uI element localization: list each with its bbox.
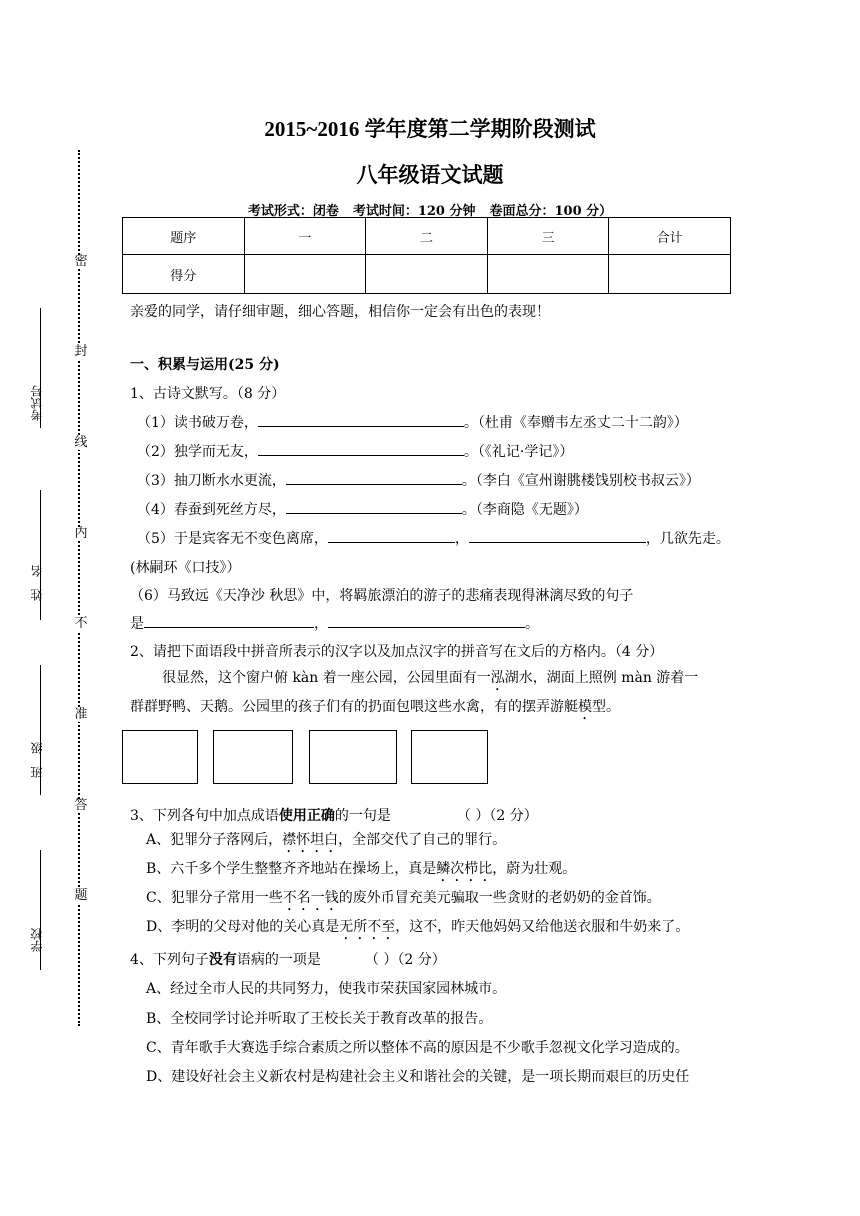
q2-text: 很显然，这个窗户俯 kàn 着一座公园，公园里面有一: [162, 670, 491, 686]
score-header-cell: 三: [487, 218, 609, 255]
class-line: [40, 665, 41, 795]
score-row-label: 得分: [123, 255, 245, 294]
dotted-idiom: 不名一钱: [282, 890, 339, 906]
q1-item6-mid: ，: [314, 616, 328, 632]
answer-blank[interactable]: [258, 441, 464, 456]
answer-blank[interactable]: [258, 412, 464, 427]
exam-time: 考试时间：120 分钟: [352, 204, 476, 219]
q2-text: 群群野鸭、天鹅。公园里的孩子们有的扔面包喂这些水禽，有的摆弄游艇: [130, 699, 578, 715]
q4-title-text: 语病的一项是: [236, 952, 321, 968]
exam-form: 考试形式：闭卷: [247, 204, 339, 219]
greeting: 亲爱的同学，请仔细审题，细心答题，相信你一定会有出色的表现！: [130, 304, 550, 320]
q2-dotted-char: 模: [578, 699, 592, 715]
school-label: 学校: [30, 928, 44, 952]
q1-item: [137, 412, 688, 432]
q4-answer-paren: （ ）（2 分）: [364, 952, 446, 968]
answer-blank[interactable]: [328, 613, 525, 628]
q3-title-text: 3、下列各句中加点成语: [130, 808, 279, 824]
seal-char: 不: [74, 616, 88, 631]
seal-char: 封: [74, 344, 88, 359]
q4-option: C、青年歌手大赛选手综合素质之所以整体不高的原因是不少歌手忽视文化学习造成的。: [146, 1040, 689, 1056]
q3-title-text: 的一句是: [334, 808, 391, 824]
dotted-idiom: 襟怀坦白: [282, 832, 339, 848]
answer-blank[interactable]: [144, 613, 314, 628]
q1-item: [137, 470, 700, 490]
exam-title: 2015~2016 学年度第二学期阶段测试: [264, 117, 596, 141]
option-text: ，蔚为壮观。: [492, 861, 577, 877]
option-text: ，全部交代了自己的罪行。: [338, 832, 507, 848]
exam-number-label: 考试号: [30, 385, 44, 421]
q1-item6-answer: [130, 613, 539, 633]
answer-box[interactable]: [309, 730, 397, 784]
q2-text: 湖水，湖面上照例 màn 游着一: [504, 670, 699, 686]
q1-item6-pre: 是: [130, 616, 144, 632]
q1-item-pre: （4）春蚕到死丝方尽，: [137, 502, 286, 518]
answer-box[interactable]: [122, 730, 198, 784]
name-line: [40, 490, 41, 620]
score-cell[interactable]: [609, 255, 731, 294]
answer-blank[interactable]: [328, 528, 455, 543]
q3-option-c: [146, 887, 661, 914]
score-header-cell: 题序: [123, 218, 245, 255]
q1-item-pre: （2）独学而无友，: [137, 444, 258, 460]
option-text: 的废外币冒充美元骗取一些贪财的老奶奶的金首饰。: [338, 890, 661, 906]
option-text: C、犯罪分子常用一些: [146, 890, 283, 906]
score-cell[interactable]: [244, 255, 366, 294]
seal-char: 线: [74, 435, 88, 450]
seal-char: 密: [74, 254, 88, 269]
score-table: [122, 217, 731, 294]
q4-option: B、全校同学讨论并听取了王校长关于教育改革的报告。: [146, 1011, 493, 1027]
q1-item-post: 。（李白《宣州谢朓楼饯别校书叔云》）: [461, 473, 700, 489]
answer-blank[interactable]: [286, 470, 462, 485]
q1-item6-text: （6）马致远《天净沙 秋思》中，将羁旅漂泊的游子的悲痛表现得淋漓尽致的句子: [130, 588, 634, 604]
q4-title: [130, 949, 446, 969]
class-label: 班 级: [30, 742, 44, 778]
q3-option-d: [146, 916, 689, 943]
q1-item6-post: 。: [525, 616, 539, 632]
answer-box[interactable]: [213, 730, 293, 784]
q1-item-post: 。（杜甫《奉赠韦左丞丈二十二韵》）: [463, 415, 688, 431]
q1-item: [137, 499, 588, 519]
seal-char: 答: [74, 798, 88, 813]
q1-item5-mid: ，: [454, 531, 469, 547]
q3-option-b: [146, 858, 576, 885]
q1-item5: [137, 528, 730, 548]
seal-char: 准: [74, 707, 88, 722]
q1-item-post: 。（《礼记·学记》）: [463, 444, 574, 460]
q2-para2: [130, 696, 620, 723]
seal-char: 题: [74, 888, 88, 903]
q2-text: 型。: [592, 699, 620, 715]
q3-title: [130, 805, 538, 825]
q1-item-pre: （1）读书破万卷，: [137, 415, 258, 431]
total-score: 卷面总分：100 分）: [489, 204, 613, 219]
q1-item: [137, 441, 573, 461]
answer-blank[interactable]: [469, 528, 646, 543]
option-text: A、犯罪分子落网后，: [146, 832, 283, 848]
q3-answer-paren: （ ）（2 分）: [456, 808, 538, 824]
name-label: 姓 名: [30, 565, 44, 601]
seal-char: 内: [74, 526, 88, 541]
q4-title-emphasis: 没有: [208, 952, 237, 968]
score-cell[interactable]: [487, 255, 609, 294]
q2-dotted-char: 泓: [490, 670, 505, 686]
exam-number-line: [40, 308, 41, 428]
score-header-cell: 二: [366, 218, 488, 255]
exam-subtitle: 八年级语文试题: [356, 162, 504, 187]
option-text: ，这不，昨天他妈妈又给他送衣服和牛奶来了。: [395, 919, 690, 935]
q3-option-a: [146, 829, 506, 856]
school-line: [40, 850, 41, 970]
q4-option: D、建设好社会主义新农村是构建社会主义和谐社会的关键，是一项长期而艰巨的历史任: [146, 1069, 690, 1085]
q1-item5-post: ，几欲先走。: [645, 531, 730, 547]
dotted-idiom: 鳞次栉比: [436, 861, 493, 877]
q3-title-emphasis: 使用正确: [278, 808, 335, 824]
q4-title-text: 4、下列句子: [130, 952, 209, 968]
score-cell[interactable]: [366, 255, 488, 294]
score-header-cell: 合计: [609, 218, 731, 255]
q4-option: A、经过全市人民的共同努力，使我市荣获国家园林城市。: [146, 981, 507, 997]
q1-title: 1、古诗文默写。（8 分）: [130, 386, 286, 402]
section1-title: 一、积累与运用(25 分): [130, 357, 280, 373]
answer-blank[interactable]: [286, 499, 462, 514]
q1-item-post: 。（李商隐《无题》）: [461, 502, 588, 518]
answer-box[interactable]: [411, 730, 488, 784]
score-header-cell: 一: [244, 218, 366, 255]
option-text: B、六千多个学生整整齐齐地站在操场上，真是: [146, 861, 437, 877]
q2-title: 2、请把下面语段中拼音所表示的汉字以及加点汉字的拼音写在文后的方格内。（4 分）: [130, 644, 664, 660]
dotted-idiom: 无所不至: [339, 919, 396, 935]
q1-item5-pre: （5）于是宾客无不变色离席，: [137, 531, 328, 547]
q1-item-pre: （3）抽刀断水水更流，: [137, 473, 286, 489]
q2-para1: [162, 667, 698, 694]
q1-item5-source: (林嗣环《口技》）: [130, 560, 241, 576]
option-text: D、李明的父母对他的关心真是: [146, 919, 340, 935]
